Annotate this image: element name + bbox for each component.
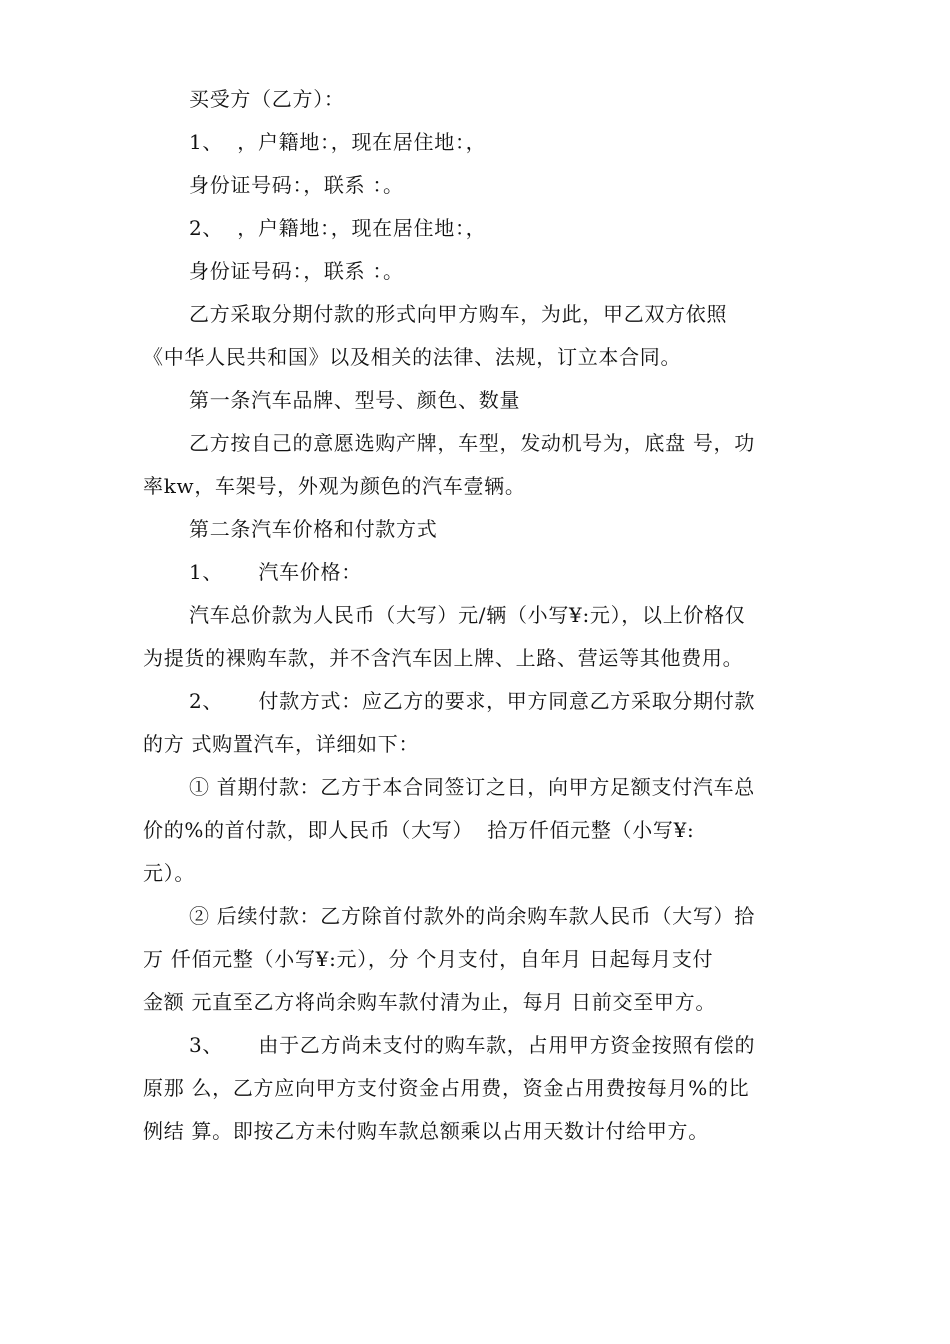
price-subtitle: 1、 汽车价格： <box>189 560 362 584</box>
buyer-2-id: 身份证号码：，联系 ：。 <box>189 259 404 283</box>
buyer-2-info: 2、 ，户籍地：，现在居住地：， <box>189 216 487 240</box>
subsequent-payment-line: 万 仟佰元整（小写¥:元），分 个月支付，自年月 日起每月支付 <box>143 947 714 971</box>
price-text-line: 为提货的裸购车款，并不含汽车因上牌、上路、营运等其他费用。 <box>143 646 744 670</box>
contract-text <box>143 78 813 1153</box>
subsequent-payment-line: ② 后续付款：乙方除首付款外的尚余购车款人民币（大写）拾 <box>189 904 755 928</box>
first-payment-line: ① 首期付款：乙方于本合同签订之日，向甲方足额支付汽车总 <box>189 775 755 799</box>
article-1-title: 第一条汽车品牌、型号、颜色、数量 <box>189 388 521 412</box>
first-payment-line: 元）。 <box>143 861 196 885</box>
subsequent-payment-line: 金额 元直至乙方将尚余购车款付清为止，每月 日前交至甲方。 <box>143 990 717 1014</box>
intro-paragraph-line: 乙方采取分期付款的形式向甲方购车，为此，甲乙双方依照 <box>189 302 728 326</box>
buyer-heading: 买受方（乙方）： <box>189 87 345 111</box>
article-1-text-line: 乙方按自己的意愿选购产牌，车型，发动机号为，底盘 号，功 <box>189 431 755 455</box>
buyer-1-id: 身份证号码：，联系 ：。 <box>189 173 404 197</box>
article-2-title: 第二条汽车价格和付款方式 <box>189 517 438 541</box>
intro-paragraph-line: 《中华人民共和国》以及相关的法律、法规，订立本合同。 <box>143 345 682 369</box>
payment-method-line: 的方 式购置汽车，详细如下： <box>143 732 420 756</box>
buyer-1-info: 1、 ，户籍地：，现在居住地：， <box>189 130 487 154</box>
price-text-line: 汽车总价款为人民币（大写）元/辆（小写¥:元），以上价格仅 <box>189 603 746 627</box>
fund-fee-line: 3、 由于乙方尚未支付的购车款，占用甲方资金按照有偿的 <box>189 1033 756 1057</box>
fund-fee-line: 例结 算。即按乙方未付购车款总额乘以占用天数计付给甲方。 <box>143 1119 709 1143</box>
payment-method-line: 2、 付款方式：应乙方的要求，甲方同意乙方采取分期付款 <box>189 689 756 713</box>
article-1-text-line: 率kw，车架号，外观为颜色的汽车壹辆。 <box>143 474 526 498</box>
first-payment-line: 价的%的首付款，即人民币（大写） 拾万仟佰元整（小写¥: <box>143 818 695 842</box>
fund-fee-line: 原那 么，乙方应向甲方支付资金占用费，资金占用费按每月%的比 <box>143 1076 750 1100</box>
